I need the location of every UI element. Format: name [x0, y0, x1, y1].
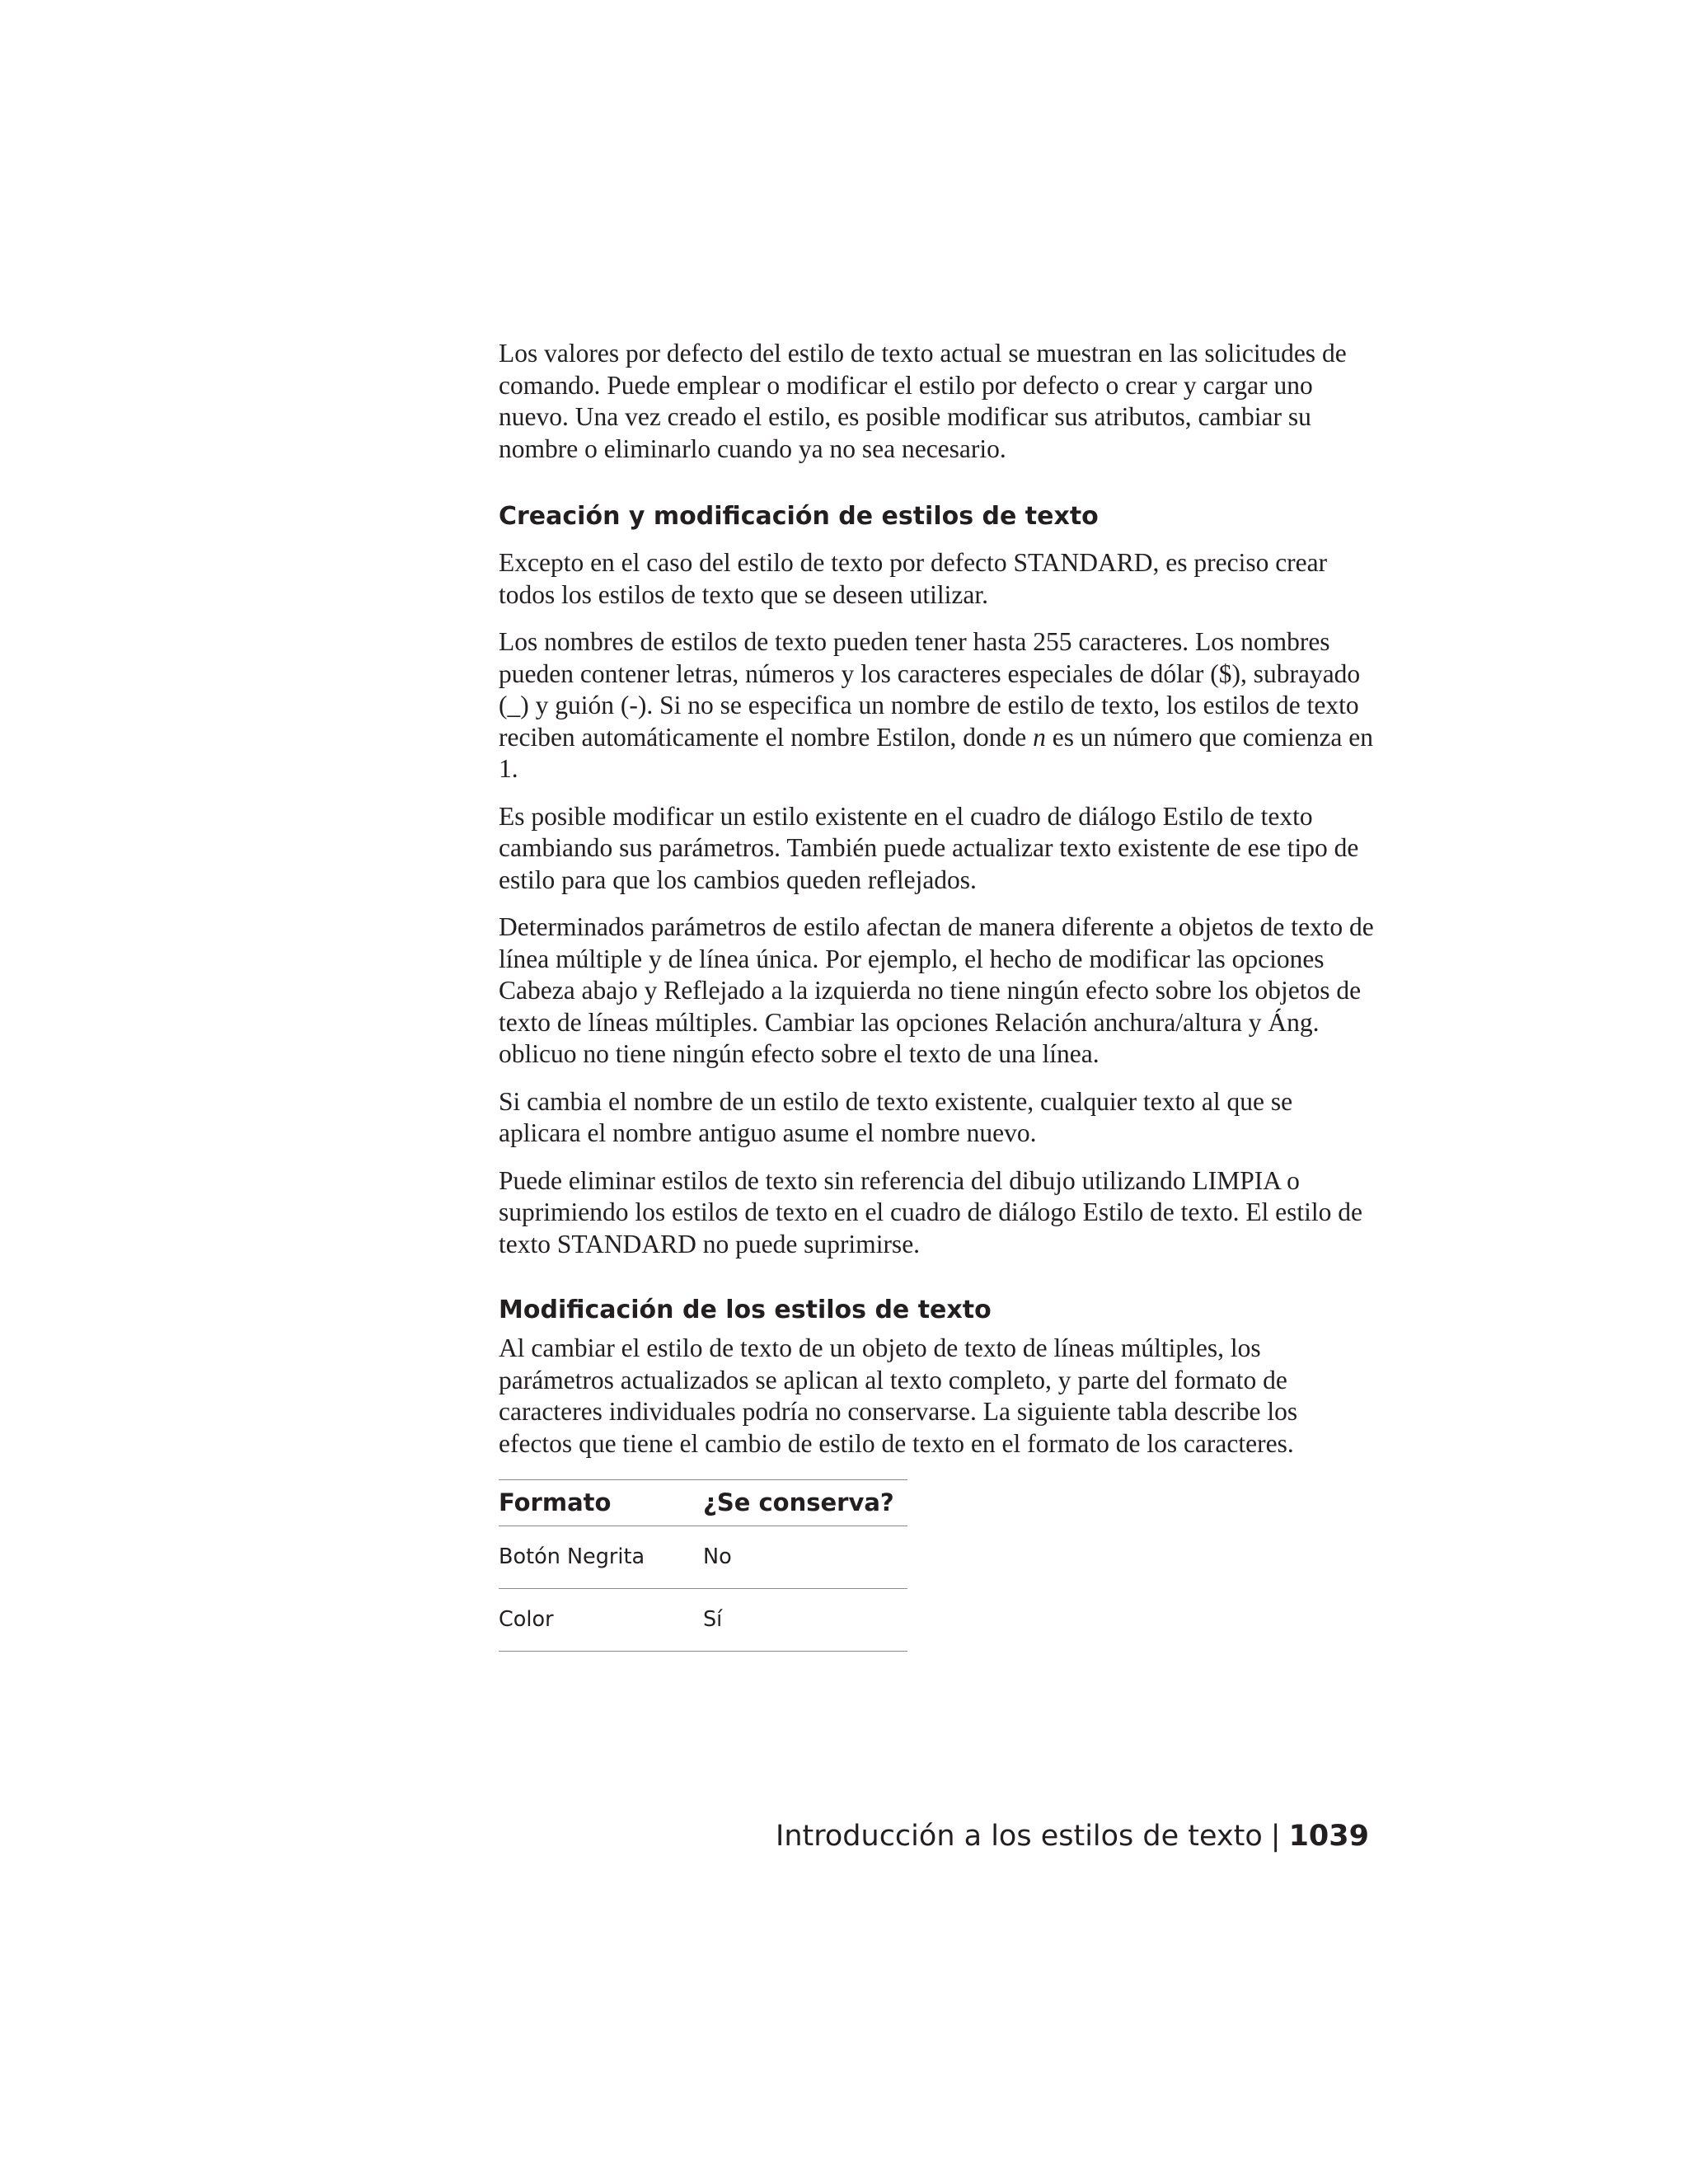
- table-header-cell: ¿Se conserva?: [703, 1480, 907, 1526]
- table-row: [499, 1589, 907, 1652]
- intro-paragraph: Los valores por defecto del estilo de texto actual se muestran en las solicitudes de comando. Puede emplear o modificar el estilo por defecto o crear y cargar uno nuevo. Una vez creado el estilo, es posible modificar sus atributos, cambiar su nombre o eliminarlo cuando ya no sea necesario.: [499, 339, 1347, 463]
- footer-separator: |: [1270, 1820, 1281, 1853]
- table-cell: Sí: [703, 1589, 907, 1652]
- paragraph: Al cambiar el estilo de texto de un objeto de texto de líneas múltiples, los parámetros actualizados se aplican al texto completo, y parte del formato de caracteres individuales podría no conservarse. La siguiente tabla describe los efectos que tiene el cambio de estilo de texto en el formato de los caracteres.: [499, 1333, 1298, 1458]
- paragraph-text: Los nombres de estilos de texto pueden tener hasta 255 caracteres. Los nombres pueden contener letras, números y los caracteres especiales de dólar ($), subrayado (_) y guión (-). Si no se especifica un nombre de estilo de texto, los estilos de texto reciben automáticamente el nombre Estilon, donde: [499, 627, 1361, 752]
- paragraph-names: [499, 626, 1374, 785]
- section-heading-modification: Modificación de los estilos de texto: [499, 1296, 992, 1324]
- section-heading-creation: Creación y modificación de estilos de texto: [499, 502, 1099, 531]
- table-header-cell: Formato: [499, 1480, 703, 1526]
- table-cell: Color: [499, 1589, 703, 1652]
- table-row: [499, 1526, 907, 1589]
- paragraph: Excepto en el caso del estilo de texto por defecto STANDARD, es preciso crear todos los estilos de texto que se deseen utilizar.: [499, 548, 1328, 609]
- paragraph-text: es un número que comienza en 1.: [499, 722, 1374, 783]
- page-footer: [776, 1817, 1369, 1855]
- table-cell: Botón Negrita: [499, 1526, 703, 1589]
- paragraph: Es posible modificar un estilo existente en el cuadro de diálogo Estilo de texto cambiando sus parámetros. También puede actualizar texto existente de ese tipo de estilo para que los cambios queden reflejados.: [499, 801, 1359, 894]
- page-number: 1039: [1288, 1820, 1369, 1853]
- paragraph: Determinados parámetros de estilo afectan de manera diferente a objetos de texto de línea múltiple y de línea única. Por ejemplo, el hecho de modificar las opciones Cabeza abajo y Reflejado a la izquierda no tiene ningún efecto sobre los objetos de texto de líneas múltiples. Cambiar las opciones Relación anchura/altura y Áng. oblicuo no tiene ningún efecto sobre el texto de una línea.: [499, 912, 1374, 1068]
- page-content: [499, 338, 1374, 1652]
- table-header-row: [499, 1480, 907, 1526]
- footer-title: Introducción a los estilos de texto: [776, 1820, 1263, 1853]
- format-table: [499, 1479, 907, 1652]
- table-cell: No: [703, 1526, 907, 1589]
- paragraph: Si cambia el nombre de un estilo de texto existente, cualquier texto al que se aplicara el nombre antiguo asume el nombre nuevo.: [499, 1086, 1293, 1147]
- italic-variable: n: [1033, 722, 1046, 752]
- paragraph: Puede eliminar estilos de texto sin referencia del dibujo utilizando LIMPIA o suprimiendo los estilos de texto en el cuadro de diálogo Estilo de texto. El estilo de texto STANDARD no puede suprimirse.: [499, 1165, 1363, 1258]
